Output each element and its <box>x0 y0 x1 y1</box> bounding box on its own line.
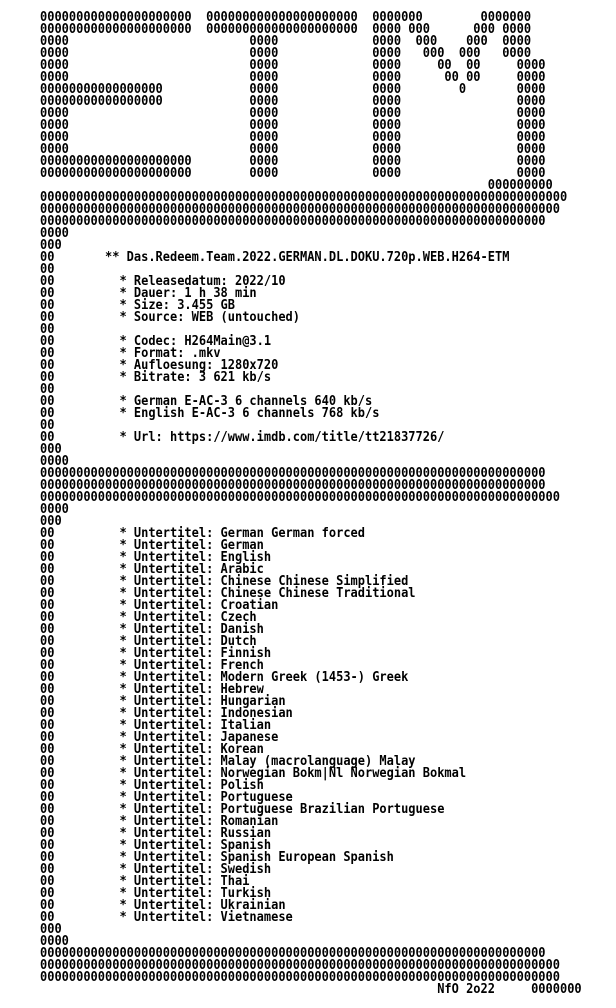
nfo-line: 00 * Untertitel: Polish <box>40 778 264 793</box>
nfo-line: 0000 0000 0000 0000 <box>40 106 546 121</box>
nfo-line: 0000 0000 0000 000 000 0000 <box>40 34 532 49</box>
nfo-line: 000000000 <box>40 178 553 193</box>
nfo-line: 00 * Untertitel: Romanian <box>40 814 279 829</box>
nfo-line: 00 * Format: .mkv <box>40 346 221 361</box>
nfo-line: 00 * Untertitel: German German forced <box>40 526 365 541</box>
nfo-line: 00 * Untertitel: German <box>40 538 264 553</box>
nfo-line: 00 <box>40 322 55 337</box>
nfo-line: 00 * Url: https://www.imdb.com/title/tt21837726/ <box>40 430 445 445</box>
nfo-line: 00 * Untertitel: Portuguese Brazilian Portuguese <box>40 802 445 817</box>
nfo-line: 0000 0000 0000 00 00 0000 <box>40 70 546 85</box>
nfo-line: 00 * Untertitel: Spanish <box>40 838 272 853</box>
nfo-line: 0000 <box>40 934 69 949</box>
nfo-line: 00 * Dauer: 1 h 38 min <box>40 286 257 301</box>
nfo-line: 00 * Untertitel: Arabic <box>40 562 264 577</box>
nfo-line: 000000000000000000000000000000000000000000000000000000000000000000000000 <box>40 970 560 985</box>
nfo-line: 0000 0000 0000 00 00 0000 <box>40 58 546 73</box>
nfo-line: 00 * Untertitel: Japanese <box>40 730 279 745</box>
nfo-line: 00 * Untertitel: Swedish <box>40 862 272 877</box>
nfo-line: 00000000000000000 0000 0000 0 0000 <box>40 82 546 97</box>
nfo-line: 00 * Untertitel: Italian <box>40 718 272 733</box>
nfo-line: 000 <box>40 238 62 253</box>
nfo-line: 00 ** Das.Redeem.Team.2022.GERMAN.DL.DOKU.720p.WEB.H264-ETM <box>40 250 510 265</box>
nfo-line: 00 * Untertitel: Norwegian Bokm|Nl Norwegian Bokmal <box>40 766 467 781</box>
nfo-line: 0000 <box>40 226 69 241</box>
nfo-line: NfO 2o22 0000000 <box>40 982 582 997</box>
nfo-line: 00 * Untertitel: Vietnamese <box>40 910 293 925</box>
nfo-line: 00 * Source: WEB (untouched) <box>40 310 300 325</box>
nfo-line: 00 * Aufloesung: 1280x720 <box>40 358 279 373</box>
nfo-line: 0000000000000000000000000000000000000000000000000000000000000000000000 <box>40 214 546 229</box>
nfo-line: 00 * Untertitel: Thai <box>40 874 250 889</box>
nfo-line: 000000000000000000000 000000000000000000000 0000 000 000 0000 <box>40 22 532 37</box>
nfo-line: 0000 <box>40 502 69 517</box>
nfo-line: 0000000000000000000000000000000000000000000000000000000000000000000000 <box>40 478 546 493</box>
nfo-line: 00 * Untertitel: Modern Greek (1453-) Greek <box>40 670 409 685</box>
nfo-line: 000000000000000000000000000000000000000000000000000000000000000000000000 <box>40 490 560 505</box>
nfo-line: 000 <box>40 514 62 529</box>
nfo-line: 00 <box>40 382 55 397</box>
nfo-line: 00 * Untertitel: Finnish <box>40 646 272 661</box>
nfo-line: 00 * Untertitel: Turkish <box>40 886 272 901</box>
nfo-line: 000000000000000000000 000000000000000000000 0000000 0000000 <box>40 10 532 25</box>
nfo-line: 00 * Untertitel: Danish <box>40 622 264 637</box>
nfo-line: 0000 0000 0000 0000 <box>40 142 546 157</box>
nfo-line: 0000 0000 0000 0000 <box>40 130 546 145</box>
nfo-line: 00 <box>40 262 55 277</box>
nfo-line: 00 * Untertitel: Hungarian <box>40 694 286 709</box>
nfo-line: 00 * Untertitel: Russian <box>40 826 272 841</box>
nfo-line: 00 * Size: 3.455 GB <box>40 298 235 313</box>
nfo-line: 00 * Untertitel: Hebrew <box>40 682 264 697</box>
nfo-line: 00 * Untertitel: Dutch <box>40 634 257 649</box>
nfo-line: 000000000000000000000 0000 0000 0000 <box>40 154 546 169</box>
nfo-line: 000000000000000000000 0000 0000 0000 <box>40 166 546 181</box>
nfo-line: 00 * Untertitel: Croatian <box>40 598 279 613</box>
nfo-line: 00 * Codec: H264Main@3.1 <box>40 334 272 349</box>
nfo-line: 00 * Releasedatum: 2022/10 <box>40 274 286 289</box>
nfo-line: 000 <box>40 922 62 937</box>
nfo-line: 00 * Untertitel: Malay (macrolanguage) Malay <box>40 754 416 769</box>
nfo-line: 000000000000000000000000000000000000000000000000000000000000000000000000 <box>40 202 560 217</box>
nfo-line: 00 * Untertitel: Portuguese <box>40 790 293 805</box>
nfo-line: 00 * Untertitel: Spanish European Spanish <box>40 850 394 865</box>
nfo-line: 0000000000000000000000000000000000000000000000000000000000000000000000000 <box>40 190 568 205</box>
nfo-line: 00 * Untertitel: Czech <box>40 610 257 625</box>
nfo-line: 00000000000000000 0000 0000 0000 <box>40 94 546 109</box>
nfo-line: 0000 <box>40 454 69 469</box>
nfo-line: 00 * German E-AC-3 6 channels 640 kb/s <box>40 394 373 409</box>
nfo-line: 000 <box>40 442 62 457</box>
nfo-line: 00 * Untertitel: Ukrainian <box>40 898 286 913</box>
nfo-line: 00 * Untertitel: Chinese Chinese Simplified <box>40 574 409 589</box>
nfo-line: 00 <box>40 418 55 433</box>
nfo-line: 00 * Untertitel: Chinese Chinese Traditional <box>40 586 416 601</box>
nfo-line: 000000000000000000000000000000000000000000000000000000000000000000000000 <box>40 958 560 973</box>
nfo-line: 00 * Bitrate: 3 621 kb/s <box>40 370 272 385</box>
nfo-line: 00 * Untertitel: Korean <box>40 742 264 757</box>
nfo-text-block <box>40 12 582 996</box>
nfo-line: 00 * Untertitel: English <box>40 550 272 565</box>
nfo-line: 0000000000000000000000000000000000000000000000000000000000000000000000 <box>40 466 546 481</box>
nfo-line: 00 * English E-AC-3 6 channels 768 kb/s <box>40 406 380 421</box>
nfo-line: 00 * Untertitel: Indonesian <box>40 706 293 721</box>
nfo-line: 0000 0000 0000 000 000 0000 <box>40 46 532 61</box>
nfo-line: 00 * Untertitel: French <box>40 658 264 673</box>
nfo-line: 0000000000000000000000000000000000000000000000000000000000000000000000 <box>40 946 546 961</box>
nfo-line: 0000 0000 0000 0000 <box>40 118 546 133</box>
